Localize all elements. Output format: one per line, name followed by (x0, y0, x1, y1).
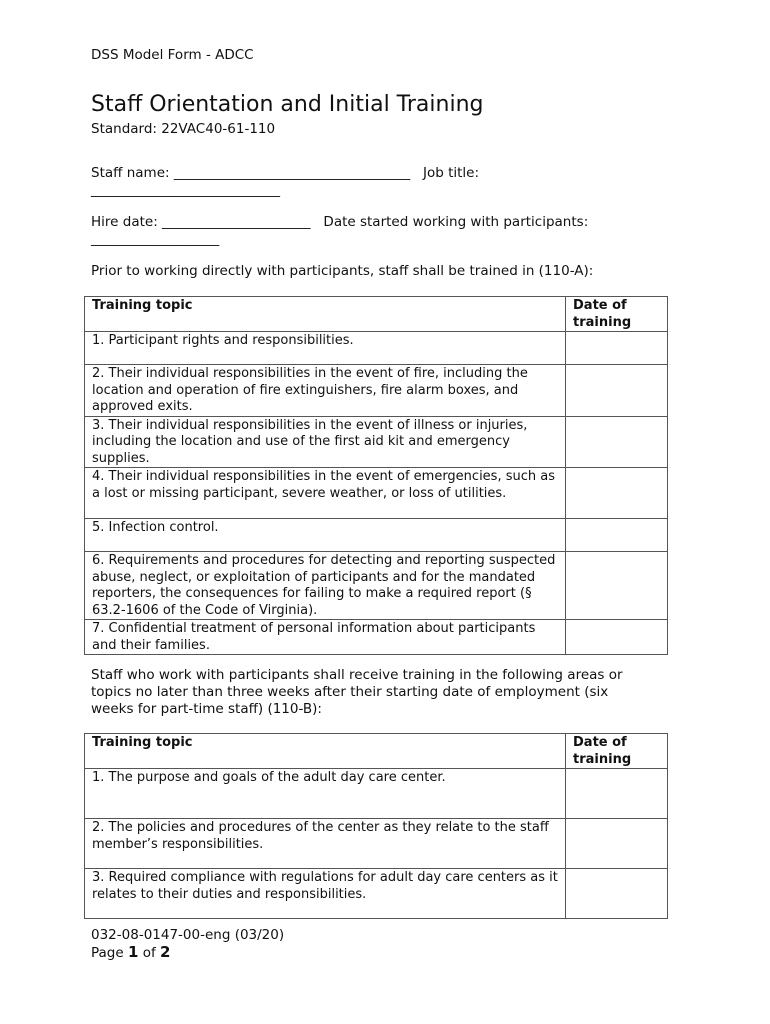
date-cell[interactable] (566, 769, 668, 819)
table-row (85, 416, 668, 468)
form-number: 032-08-0147-00-eng (03/20) (91, 927, 285, 943)
topic-cell: 4. Their individual responsibilities in the event of emergencies, such as a lost or missing participant, severe weather, or loss of utilities. (85, 468, 566, 519)
date-cell[interactable] (566, 332, 668, 365)
staff-name-row (91, 165, 668, 182)
date-started-label: Date started working with participants: (323, 214, 589, 230)
topic-cell: 1. The purpose and goals of the adult day care center. (85, 769, 566, 819)
topic-cell: 3. Required compliance with regulations for adult day care centers as it relates to their duties and responsibilities. (85, 869, 566, 919)
table-row (85, 519, 668, 552)
section-a-intro: Prior to working directly with participants, staff shall be trained in (110-A): (91, 263, 594, 279)
date-cell[interactable] (566, 552, 668, 620)
job-title-label: Job title: (422, 165, 480, 181)
topic-cell: 3. Their individual responsibilities in the event of illness or injuries, including the location and use of the first aid kit and emergency supplies. (85, 416, 566, 468)
page-total: 2 (160, 943, 171, 961)
date-cell[interactable] (566, 620, 668, 655)
hire-date-row (91, 214, 668, 231)
date-cell[interactable] (566, 869, 668, 919)
topic-cell: 7. Confidential treatment of personal information about participants and their families. (85, 620, 566, 655)
topic-column-header: Training topic (85, 734, 566, 769)
standard-reference: Standard: 22VAC40-61-110 (91, 121, 276, 137)
form-header: DSS Model Form - ADCC (91, 47, 254, 63)
training-table-a (84, 296, 668, 655)
page-of: of (142, 945, 156, 961)
page-indicator (91, 944, 284, 962)
date-cell[interactable] (566, 819, 668, 869)
page-label: Page (91, 945, 124, 961)
table-row (85, 365, 668, 417)
topic-cell: 2. Their individual responsibilities in the event of fire, including the location and operation of fire extinguishers, fire alarm boxes, and approved exits. (85, 365, 566, 417)
table-row (85, 769, 668, 819)
date-cell[interactable] (566, 365, 668, 417)
topic-column-header: Training topic (85, 297, 566, 332)
page-current: 1 (127, 943, 139, 961)
page-title: Staff Orientation and Initial Training (91, 92, 484, 117)
table-row (85, 819, 668, 869)
staff-name-field[interactable]: ___________________________________ (173, 165, 411, 181)
job-title-field[interactable]: ____________________________ (91, 182, 280, 198)
section-b-intro: Staff who work with participants shall receive training in the following areas or topics no later than three weeks after their starting date of employment (six weeks for part-time staff) (110-B): (91, 667, 623, 717)
table-row (85, 332, 668, 365)
date-cell[interactable] (566, 519, 668, 552)
date-started-field[interactable]: ___________________ (91, 231, 220, 247)
table-row (85, 552, 668, 620)
date-cell[interactable] (566, 416, 668, 468)
page-footer (91, 927, 284, 962)
topic-cell: 2. The policies and procedures of the center as they relate to the staff member’s responsibilities. (85, 819, 566, 869)
table-row (85, 869, 668, 919)
topic-cell: 1. Participant rights and responsibilities. (85, 332, 566, 365)
table-row (85, 620, 668, 655)
hire-date-label: Hire date: (91, 214, 158, 230)
date-cell[interactable] (566, 468, 668, 519)
hire-date-field[interactable]: ______________________ (162, 214, 311, 230)
topic-cell: 5. Infection control. (85, 519, 566, 552)
topic-cell: 6. Requirements and procedures for detecting and reporting suspected abuse, neglect, or exploitation of participants and for the mandated reporters, the consequences for failing to make a required report (§ 63.2-1606 of the Code of Virginia). (85, 552, 566, 620)
table-row (85, 468, 668, 519)
training-table-b (84, 733, 668, 919)
date-column-header: Date of training (566, 734, 668, 769)
date-column-header: Date of training (566, 297, 668, 332)
staff-name-label: Staff name: (91, 165, 170, 181)
